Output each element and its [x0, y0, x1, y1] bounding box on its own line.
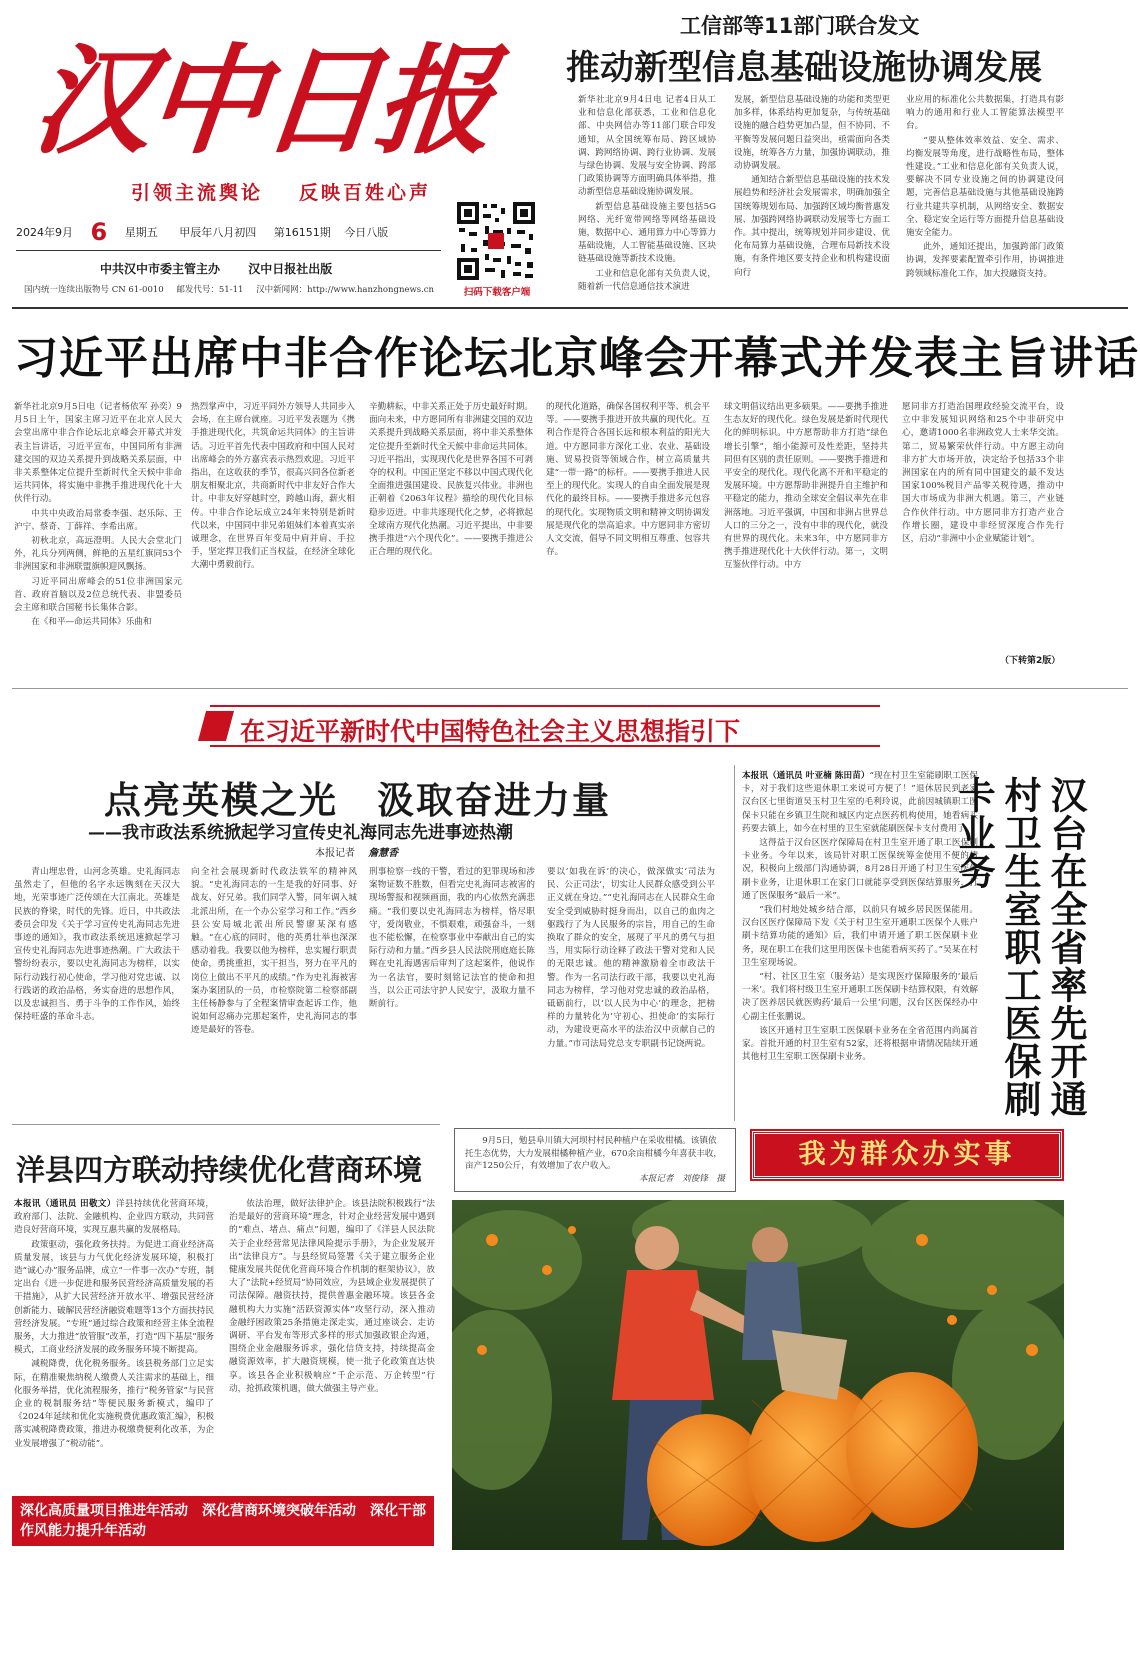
- date-lunar: 甲辰年八月初四: [179, 226, 257, 239]
- red-slogan-banner: [12, 1496, 434, 1546]
- lead-col-4: [546, 401, 710, 669]
- paragraph: 该区开通村卫生室职工医保刷卡业务在全省范围内尚属首家。首批开通的村卫生室有52家，还将根据申请情况陆续开通其他村卫生室职工医保刷卡业务。: [742, 1025, 978, 1063]
- top-story-col-1: [578, 94, 716, 300]
- paragraph: 习近平同出席峰会的51位非洲国家元首、政府首脑以及2位总统代表、非盟委员会主席和联合国秘书长集体合影。: [14, 576, 182, 614]
- feature-subtitle: ——我市政法系统掀起学习宣传史礼海同志先进事迹热潮: [88, 823, 513, 843]
- top-story-col-2: [734, 94, 890, 300]
- lead-col-5: [724, 401, 888, 669]
- top-story-title: 推动新型信息基础设施协调发展: [566, 48, 1042, 88]
- lead-col-6: [902, 401, 1064, 655]
- date-day: 6: [90, 218, 108, 246]
- lead-col-2: [191, 401, 355, 669]
- paragraph: 初秋北京，高远澄明。人民大会堂北门外，礼兵分列两侧，鲜艳的五星红旗同53个非洲国家和非洲联盟旗帜迎风飘扬。: [14, 536, 182, 573]
- postal-code: 邮发代号：51-11: [176, 285, 244, 295]
- masthead-logo: 汉中日报: [26, 31, 498, 170]
- feature-col-3: [369, 866, 535, 1106]
- section-banner-text: 在习近平新时代中国特色社会主义思想指引下: [240, 717, 741, 746]
- top-story-col-3: [906, 94, 1064, 300]
- paragraph: 热烈掌声中，习近平同外方领导人共同步入会场，在主席台就座。习近平发表题为《携手推进现代化，共筑命运共同体》的主旨讲话。习近平首先代表中国政府和中国人民对出席峰会的外方嘉宾表示热烈欢迎。习近平指出，在这收获的季节，很高兴同各位新老朋友相聚北京，共商新时代中非友好合作大计。中非友好穿越时空，跨越山海，薪火相传。中非合作论坛成立24年来特别是新时代以来，中国同中非兄弟姐妹们本着真实亲诚理念，在世界百年变局中肩并肩、手拉手，坚定捍卫我们正当权益，在经济全球化大潮中勇毅前行。: [191, 402, 355, 571]
- paragraph: 工业和信息化部有关负责人说，随着新一代信息通信技术演进: [578, 268, 716, 292]
- paragraph: 青山埋忠骨，山河念英雄。史礼海同志虽然走了，但他的名字永远镌刻在天汉大地，光荣事迹广泛传颂在大江南北。英雄是民族的脊梁，时代的先锋。近日，中共政法委员会印发《关于学习宣传史礼海同志先进事迹的通知》，我市政法系统迅速掀起学习宣传史礼海同志先进事迹热潮。广大政法干警纷纷表示，要以史礼海同志为榜样，以实际行动践行初心使命，学习他对党忠诚、以行践诺的政治品格，务实奋进的思想作风，以及忠诚担当、勇于斗争的工作作风，始终保持旺盛的革命斗志。: [14, 867, 180, 1023]
- masthead-dateline: [16, 218, 436, 248]
- cn-number: 国内统一连续出版物号 CN 61-0010: [24, 285, 164, 295]
- paragraph: 新型信息基础设施主要包括5G网络、光纤宽带网络等网络基础设施，数据中心、通用算力中心等算力基础设施，人工智能基础设施、区块链基础设施等新技术设施。: [578, 201, 716, 265]
- date-weekday: 星期五: [124, 226, 158, 239]
- lead-story-title: 习近平出席中非合作论坛北京峰会开幕式并发表主旨讲话: [14, 333, 1139, 384]
- lead-col-3: [369, 401, 533, 669]
- publisher: 汉中日报社出版: [248, 262, 333, 276]
- divider-top: [12, 307, 1128, 309]
- date-month: 2024年9月: [16, 226, 73, 239]
- paragraph: 新华社北京9月5日电（记者杨依军 孙奕）9月5日上午，国家主席习近平在北京人民大会堂出席中非合作论坛北京峰会开幕式并发表主旨讲话，习近平宣布，中国同所有非洲建交国的双边关系提升到战略关系层面，中非关系整体定位提升至新时代全天候中非命运共同体，将实施中非携手推进现代化十大伙伴行动。: [14, 402, 182, 505]
- caption-credit: 本报记者 刘俊锋 摄: [639, 1173, 725, 1184]
- business-col-1: [14, 1198, 214, 1486]
- business-title: 洋县四方联动持续优化营商环境: [16, 1153, 423, 1187]
- campaign-banner: [752, 1131, 1062, 1179]
- continued-note: （下转第2版）: [1000, 656, 1061, 666]
- paragraph: 刑事检察一线的干警，看过的犯罪现场和涉案物证数不胜数，但看完史礼海同志被害的现场警报和视频画面，我的内心依然充满悲痛。“我们要以史礼海同志为榜样，恪尽职守，爱岗敬业，不惧艰难，顽强奋斗，一刻也不能松懈，在检察事业中奉献出自己的实际行动和力量。”西乡县人民法院刑庭庭长陈辉在史礼海遇害后审判了这起案件，他说作为一名法官，要时刻铭记法官的使命和担当，以公正司法守护人民安宁，汲取力量不断前行。: [369, 867, 535, 1010]
- top-story-kicker: 工信部等11部门联合发文: [680, 14, 920, 38]
- website[interactable]: 汉中新闻网：http://www.hanzhongnews.cn: [256, 285, 435, 295]
- paragraph: 的现代化道路，确保各国权利平等、机会平等。——要携手推进开放共赢的现代化。互利合作是符合各国长远和根本利益的阳光大道。中方愿同非方深化工业、农业、基础设施、贸易投资等领域合作，树立高质量共建“一带一路”的标杆。——要携手推进人民至上的现代化。实现人的自由全面发展是现代化的最终目标。——要携手推进多元包容的现代化。实现物质文明和精神文明协调发展是现代化的崇高追求。中方愿同非方密切人文交流，倡导不同文明相互尊重、包容共存。: [546, 402, 710, 558]
- divider-vertical: [734, 765, 735, 1121]
- issue-number: 第16151期: [273, 226, 331, 239]
- divider-mid: [12, 688, 1128, 689]
- paragraph: 在《和平—命运共同体》乐曲和: [31, 617, 152, 628]
- side-byline: 本报讯（通讯员 叶亚楠 陈田苗）: [742, 771, 870, 781]
- side-p1: “现在村卫生室能刷职工医保卡，对于我们这些退休职工来说可方便了！”退休居民到老家汉台区七里街道吴玉村卫生室的毛利玲说，此前因城镇职工医保卡只能在乡镇卫生院和城区内定点医药机构使用，她看病买药要去镇上，如今在村里的卫生室就能刷医保卡支付费用了。: [742, 771, 978, 834]
- paragraph: 新华社北京9月4日电 记者4日从工业和信息化部获悉，工业和信息化部、中央网信办等11部门联合印发通知，从全国统筹布局、跨区域协调、跨网络协调、跨行业协调、发展与绿色协调、发展与安全协调、跨部门政策协调等方面明确具体举措，推动新型信息基础设施协调发展。: [578, 95, 716, 198]
- side-story-text: [742, 770, 978, 1124]
- business-col-2: [229, 1198, 435, 1486]
- caption-text: 9月5日，勉县阜川镇大河坝村村民种植户在采收柑橘。该镇依托生态优势，大力发展柑橘种植产业，670余亩柑橘今年喜获丰收，亩产1250公斤，有效增加了农户收入。: [465, 1136, 723, 1171]
- paragraph: “村、社区卫生室（服务站）是实现医疗保障服务的‘最后一米’。我们将村级卫生室开通职工医保刷卡结算权限，有效解决了医养居民就医购药‘最后一公里’问题，汉台区医保经办中心副主任张鹏说。: [742, 972, 978, 1022]
- paragraph: 政策驱动，强化政务扶持。为促进工商业经济高质量发展，该县与力气优化经济发展环境，积极打造“诚心办”服务品牌，成立“一件事一次办”专班，制定出台《进一步促进和服务民营经济高质量发展的若干措施》，从扩大民营经济开放水平、增强民营经济创新能力、破解民营经济融资难题等13个方面扶持民营经济发展。“专班”通过综合政策和经营主体全流程服务，大力推进“放管服”改革，打造“四下基层”服务模式，工商业经济发展的政务服务环境不断提高。: [14, 1239, 214, 1356]
- paragraph: 辛勤耕耘，中非关系正处于历史最好时期。面向未来，中方愿同所有非洲建交国的双边关系提升到战略关系层面，将中非关系整体定位提升至新时代全天候中非命运共同体。习近平指出，实现现代化是世界各国不可剥夺的权利。中国正坚定不移以中国式现代化全面推进强国建设、民族复兴伟业。非洲也正朝着《2063年议程》描绘的现代化目标稳步迈进。中非共逐现代化之梦，必将掀起全球南方现代化热潮。习近平提出，中非要携手推进“六个现代化”。——要携手推进公正合理的现代化。: [369, 402, 533, 558]
- paragraph: 业应用的标准化公共数据集，打造具有影响力的通用和行业人工智能算法模型平台。: [906, 95, 1064, 132]
- divider-business-top: [12, 1124, 440, 1125]
- paragraph: “要从整体效率效益、安全、需求、均衡发展等角度，进行战略性布局，整体性建设。”工业和信息化部有关负责人说，要解决不同专业设施之间的协调建设问题，完善信息基础设施与其他基础设施跨行业共建共享机制，从网络安全、数据安全、稳定安全运行等方面提升信息基础设施安全能力。: [906, 135, 1064, 239]
- feature-col-4: [547, 866, 715, 1106]
- section-banner: [210, 705, 880, 747]
- qr-code[interactable]: [455, 200, 537, 282]
- paragraph: “我们村地处城乡结合部，以前只有城乡居民医保能用。汉台区医疗保障局下发《关于村卫生室开通职工医保个人账户刷卡结算功能的通知》后，我们申请开通了职工医保刷卡业务，现在职工在我们这里用医保卡也能看病买药了。”吴某在村卫生室现场说。: [742, 905, 978, 968]
- paragraph: 愿同非方打造治国理政经验交流平台，设立中非发展知识网络和25个中非研究中心，邀请1000名非洲政党人士来华交流。第二，贸易繁荣伙伴行动。中方愿主动向非方扩大市场开放，决定给予包括33个非洲国家在内的所有同中国建交的最不发达国家100%税目产品零关税待遇，推动中国大市场成为非洲大机遇。第三，产业链合作伙伴行动。中方愿同非方打造产业合作增长圈，建设中非经贸深度合作先行区，启动“非洲中小企业赋能计划”。: [902, 402, 1064, 545]
- campaign-banner-text: 我为群众办实事: [798, 1139, 1016, 1170]
- photo-caption: [454, 1128, 736, 1192]
- masthead-sponsor-line: [100, 260, 332, 277]
- paragraph: 发展，新型信息基础设施的功能和类型更加多样，体系结构更加复杂，与传统基础设施的融合趋势更加凸显，但不协同、不平衡等发展问题日益突出，亟需面向各类设施，统筹各方力量，加强协调联动，推动协调发展。: [734, 95, 890, 172]
- banner-stripe: [198, 711, 234, 741]
- feature-col-2: [191, 866, 357, 1106]
- harvest-photo: [452, 1200, 1064, 1550]
- paragraph: 要以‘如我在诉’的决心，做深做实‘司法为民、公正司法’，切实让人民群众感受到公平正义就在身边。”“史礼海同志在人民群众生命安全受到威胁时挺身而出，以自己的血肉之躯践行了为人民服务的宗旨，用自己的生命换取了群众的安全，展现了平凡的勇气与担当，用实际行动诠释了政法干警对党和人民的无限忠诚。他的精神激励着全市政法干警。作为一名司法行政干部，我要以史礼海同志为榜样，学习他对党忠诚的政治品格，砥砺前行，以‘以人民为中心’的理念，把榜样的力量转化为‘守初心、担使命’的实际行动，为建设更高水平的法治汉中贡献自己的力量。”市司法局党总支专职副书记饶两说。: [547, 867, 715, 1049]
- sponsor: 中共汉中市委主管主办: [100, 262, 221, 276]
- paragraph: 中共中央政治局常委李强、赵乐际、王沪宁、蔡奇、丁薛祥、李希出席。: [14, 508, 182, 532]
- feature-col-1: [14, 866, 180, 1106]
- byline-author: 詹慧香: [368, 848, 399, 859]
- paragraph: 向全社会展现新时代政法铁军的精神风貌。“史礼海同志的一生是我的好同事、好战友、好兄弟。我们同学入警，同年调入城北派出所，在一个办公室学习和工作。”西乡县公安局城北派出所民警廖某深有感触。“在心底的同时，他的英勇壮举也深深感动着我。我要以他为榜样，忠实履行职责使命，勇挑重担，实干担当，努力在平凡的岗位上做出不平凡的成绩。”作为史礼海被害案办案团队的一员，市检察院第二检察部副主任杨静参与了全程案情审查起诉工作，他说如何忍痛办完那起案件，史礼海同志的事迹是最好的答卷。: [191, 867, 357, 1036]
- paragraph: 减税降费，优化税务服务。该县税务部门立足实际，在精准聚焦纳税人缴费人关注需求的基础上，细化服务举措，优化流程服务，推行“税务管家”与民营企业的税制服务结”等便民服务新模式，编印了《2024年延续和优化实施税费优惠政策汇编》，积极落实减税降费政策，推进办税缴费便利化改革，为企业发展增强了“税动能”。: [14, 1359, 214, 1449]
- paragraph: 此外，通知还提出，加强跨部门政策协调，发挥要素配置牵引作用，协调推进跨领域标准化工作，加大投融资支持。: [906, 242, 1064, 279]
- paragraph: 通知结合新型信息基础设施的技术发展趋势和经济社会发展需求，明确加强全国统筹规划布局、加强跨区域均衡普惠发展、加强跨网络协调联动发展等七方面工作。其中提出，统筹规划并同步建设、优化布局算力基础设施，合理布局新技术设施，有条件地区要支持企业和机构建设面向行: [734, 175, 890, 278]
- qr-label: 扫码下载客户端: [463, 287, 531, 298]
- lead-col-1: [14, 401, 182, 669]
- feature-byline: [315, 844, 398, 859]
- paragraph: [742, 770, 978, 836]
- masthead-rule: [16, 250, 441, 251]
- paragraph: [14, 1198, 214, 1238]
- side-story-title: 汉台在全省率先开通村卫生室职工医保刷卡业务: [952, 776, 1087, 1118]
- paragraph: 依法治理，做好法律护企。该县法院积极践行“法治是最好的营商环境”理念，针对企业经营发展中遇到的“难点、堵点、痛点”问题，编印了《洋县人民法院关于企业经营常见法律风险提示手册》，为企业发展开出“法律良方”。与县经贸局签署《关于建立服务企业健康发展共促优化营商环境合作机制的框架协议》，放大了“法院+经贸局”协同效应，为县域企业发展提供了司法保障。融资扶持，提供普惠金融环境。该县各金融机构大力实施“活跃资源实体”攻坚行动，深入推动金融纾困政策25条措施走深走实，通过座谈会、走访调研、平台发布等形式多样的形式加强政银企沟通，围绕企业金融服务诉求，强化信贷支持，持续提高金融资源效率，扩大融资规模，使一批子化政策直达快享。该县各企业积极响应“千企示范、万企转型”行动，抢抓政策机遇，做大做强主导产业。: [229, 1199, 435, 1394]
- masthead-motto-left: 引领主流舆论: [131, 182, 264, 204]
- page-count: 今日八版: [344, 226, 389, 239]
- masthead-info-line: [24, 283, 434, 295]
- paragraph: 这得益于汉台区医疗保障局在村卫生室开通了职工医保刷卡业务。今年以来，该局针对职工医保统筹金使用不便的情况，积极向上级部门沟通协调，8月28日开通了村卫生室医保刷卡业务，让退休职工在家门口就能享受到医保结算服务，打通了医保服务“最后一米”。: [742, 838, 978, 901]
- byline-label: 本报记者: [315, 848, 365, 859]
- qr-code-icon: [455, 200, 537, 282]
- business-byline: 本报讯（通讯员 田敬文）: [14, 1199, 116, 1209]
- masthead-motto-right: 反映百姓心声: [299, 182, 432, 204]
- red-slogan-text: 深化高质量项目推进年活动 深化营商环境突破年活动 深化干部作风能力提升年活动: [20, 1503, 426, 1539]
- paragraph: 球文明倡议结出更多硕果。——要携手推进生态友好的现代化。绿色发展是新时代现代化的鲜明标识。中方愿帮助非方打造“绿色增长引擎”，缩小能源可及性差距，坚持共同但有区别的责任原则。——要携手推进和平安全的现代化。现代化离不开和平稳定的发展环境。中方愿帮助非洲提升自主维护和平稳定的能力，推动全球安全倡议率先在非洲落地。习近平强调，中国和非洲占世界总人口的三分之一，没有中非的现代化，就没有世界的现代化。未来3年，中方愿同非方携手推进现代化十大伙伴行动。第一，文明互鉴伙伴行动。中方: [724, 402, 888, 571]
- business-p1: 洋县持续优化营商环境，政府部门、法院、金融机构、企业四方联动，共同营造良好营商环境，实现互惠共赢的发展格局。: [14, 1199, 214, 1236]
- feature-title: 点亮英模之光 汲取奋进力量: [104, 778, 611, 822]
- harvest-photo-illustration: [452, 1200, 1064, 1550]
